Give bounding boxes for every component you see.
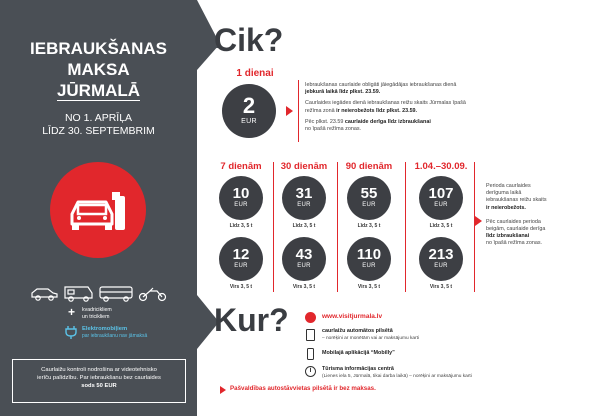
elektro-title: Elektromobiļiem [82, 326, 128, 332]
price-value-over: 110 [356, 246, 382, 263]
weight-over-label: Virs 3, 5 t [357, 284, 381, 290]
period-info-a2: derīguma laikā [486, 190, 522, 197]
price-circle-over [219, 237, 263, 281]
tic-info [322, 366, 584, 380]
arrow-right-icon-2 [475, 216, 482, 226]
auto-info [322, 328, 582, 342]
bus-icon [100, 287, 132, 301]
tic-sub: (Lienes iela 5, Jūrmalā, tikai darba laikā) – norēķini ar maksājumu karti [322, 374, 472, 380]
app-text: Mobilajā aplikācijā “Mobilly” [322, 350, 395, 356]
price-circle-upto [419, 176, 463, 220]
vehicle-icons [30, 284, 170, 302]
price-value-upto: 107 [428, 185, 454, 202]
tic-title: Tūrisma informācijas centrā [322, 366, 394, 372]
period-header: 30 dienām [280, 161, 328, 172]
day-info [305, 82, 585, 133]
price-value-upto: 31 [295, 185, 313, 202]
price-circle-over [347, 237, 391, 281]
price-currency: EUR [362, 263, 376, 269]
price-currency: EUR [234, 202, 248, 208]
period-header: 1.04.–30.09. [414, 161, 468, 172]
price-value-over: 213 [428, 246, 454, 263]
price-currency: EUR [234, 263, 248, 269]
day-price-currency: EUR [241, 118, 257, 125]
web-link[interactable]: www.visitjurmala.lv [322, 313, 383, 320]
period-header: 7 dienām [220, 161, 262, 172]
date-line-2: LĪDZ 30. SEPTEMBRIM [42, 125, 155, 137]
price-value-over: 43 [295, 246, 313, 263]
period-info-a4: ir neierobežots. [486, 204, 526, 211]
period-info-a1: Perioda caurlaides [486, 183, 531, 189]
info3-line-a-pre: Pēc plkst. 23.59 [305, 118, 345, 125]
weight-over-label: Virs 3, 5 t [292, 284, 316, 290]
price-circle-over [419, 237, 463, 281]
mobile-phone-icon [307, 348, 314, 360]
kur-heading: Kur? [214, 302, 289, 338]
weight-upto-label: Līdz 3, 5 t [429, 223, 453, 229]
motorcycle-icon [140, 288, 166, 301]
notice-line-1: Caurlaižu kontroli nodrošina ar videotehnisko [41, 367, 157, 373]
period-info-b3: līdz izbraukšanai [486, 233, 530, 240]
info1-line-a: Iebraukšanas caurlaide obligāti jāiegādājas iebraukšanas dienā [305, 82, 457, 88]
ticket-machine-icon [306, 329, 315, 341]
date-range [0, 112, 197, 138]
price-circle-upto [347, 176, 391, 220]
cik-heading: Cik? [214, 22, 284, 58]
price-circle-upto [282, 176, 326, 220]
period-info-b1: Pēc caurlaides perioda [486, 218, 541, 225]
price-currency: EUR [362, 202, 376, 208]
info1-line-b: jebkurā laikā līdz plkst. 23.59. [305, 89, 381, 96]
period-info [486, 183, 586, 248]
notice-line-3: sods 50 EUR [81, 383, 117, 389]
day-label: 1 dienai [236, 68, 274, 79]
kvadricikli-line-2: un tricikliem [82, 313, 110, 320]
info3-line-a-bold: caurlaide derīga līdz izbraukšanai [344, 118, 431, 125]
car-barrier-icon [50, 162, 146, 258]
title-line-1: IEBRAUKŠANAS [30, 39, 167, 58]
column-divider [337, 162, 338, 292]
date-line-1: NO 1. APRĪĻA [64, 112, 133, 124]
price-circle-upto [219, 176, 263, 220]
info2-line-b-pre: režīma zonā [305, 107, 337, 114]
camper-icon [65, 287, 92, 301]
title-line-3: JŪRMALĀ [56, 81, 141, 100]
weight-over-label: Virs 3, 5 t [429, 284, 453, 290]
info2-line-b-bold: ir neierobežots līdz plkst. 23.59. [336, 107, 418, 114]
price-currency: EUR [297, 202, 311, 208]
info-icon: i [305, 366, 316, 377]
price-value-upto: 10 [232, 185, 250, 202]
plus-icon: + [68, 305, 76, 319]
price-circle-over [282, 237, 326, 281]
elektro-sub: par iebraukšanu nav jāmaksā [82, 333, 148, 339]
kvadricikli-line-1: kvadricikliem [82, 307, 112, 313]
info3-line-b: no īpašā režīma zonas. [305, 126, 362, 133]
footer-note: Pašvaldības autostāvvietas pilsētā ir bez maksas. [230, 385, 376, 392]
period-info-b2: beigām, caurlaide derīga [486, 226, 546, 233]
footer-arrow-icon [220, 386, 226, 394]
price-currency: EUR [297, 263, 311, 269]
electric-plug-icon [64, 325, 78, 339]
column-divider [474, 162, 475, 292]
notice-line-2: ierīču palīdzību. Par iebraukšanu bez caurlaides [37, 375, 161, 381]
car-icon [32, 289, 57, 300]
price-currency: EUR [434, 202, 448, 208]
left-panel [0, 0, 197, 416]
weight-upto-label: Līdz 3, 5 t [357, 223, 381, 229]
column-divider [273, 162, 274, 292]
title-line-2: MAKSA [67, 60, 130, 79]
column-divider [405, 162, 406, 292]
auto-sub: – norēķini ar monētām vai ar maksājumu karti [322, 336, 420, 342]
notice-box [12, 359, 186, 403]
main-title [0, 38, 197, 101]
period-header: 90 dienām [345, 161, 393, 172]
weight-upto-label: Līdz 3, 5 t [229, 223, 253, 229]
period-info-a3: iebraukšanas reižu skaits [486, 197, 547, 204]
price-currency: EUR [434, 263, 448, 269]
elektro-note [82, 326, 147, 340]
app-info [322, 350, 582, 357]
price-value-over: 12 [232, 246, 250, 263]
day-price-circle [222, 84, 276, 138]
kvadricikli-note [82, 307, 112, 320]
weight-upto-label: Līdz 3, 5 t [292, 223, 316, 229]
period-info-b4: no īpašā režīma zonas. [486, 240, 543, 247]
web-globe-icon [305, 312, 316, 323]
arrow-right-icon [286, 106, 293, 116]
day-price-value: 2 [242, 93, 256, 118]
weight-over-label: Virs 3, 5 t [229, 284, 253, 290]
info2-line-a: Caurlaides iegādes dienā iebraukšanas reižu skaits Jūrmalas īpašā [305, 100, 466, 107]
price-value-upto: 55 [360, 185, 378, 202]
auto-title: caurlaižu automātos pilsētā [322, 328, 393, 334]
